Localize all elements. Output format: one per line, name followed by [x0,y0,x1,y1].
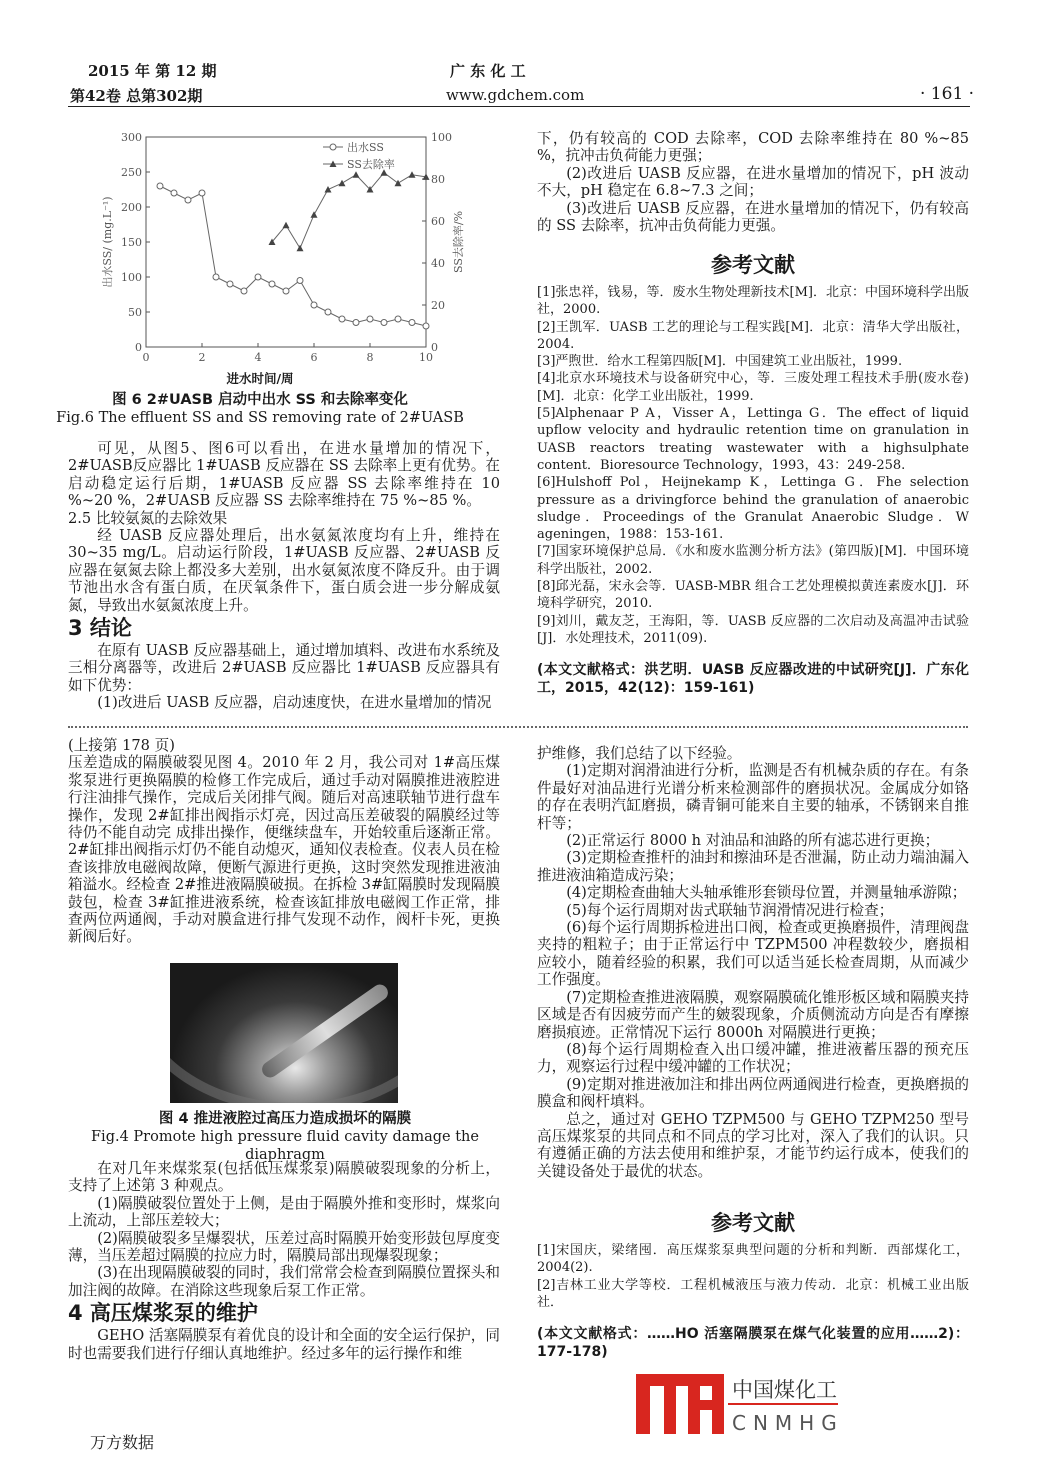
paragraph: (9)定期对推进液加注和排出两位两通阀进行检查，更换磨损的膜盒和阀杆填料。 [537,1075,969,1111]
chart-fig6 [95,125,475,370]
y2-tick-label: 20 [431,299,445,312]
y-tick-label: 250 [121,166,142,179]
reference-item: [1]宋国庆，梁绪囤．高压煤浆泵典型问题的分析和判断．西部煤化工，2004(2). [537,1243,969,1276]
paragraph: 可见，从图5、图6可以看出，在进水量增加的情况下，2#UASB反应器比 1#UASB 反应器在 SS 去除率上更有优势。在启动稳定运行后期，1#UASB 反应器 SS 去除率维持在 10 %~20 %，2#UASB 反应器 SS 去除率维持在 75 %~85 %。 [68,440,500,510]
issue-label: 2015 年 第 12 期 [88,62,217,80]
subsection-heading: 2.5 比较氨氮的去除效果 [68,509,228,527]
chart-xlabel-wrap [30,371,490,387]
data-point-ss [381,320,387,326]
data-point-ss [367,316,373,322]
reference-item: [7]国家环境保护总局．《水和废水监测分析方法》(第四版)[M]．中国环境科学出版社，2002. [537,544,969,577]
x-tick-label: 0 [142,351,150,364]
paragraph: (3)在出现隔膜破裂的同时，我们常常会检查到隔膜位置探头和加注阀的故障。在消除这些现象后泵工作正常。 [68,1264,500,1299]
data-point-ss [269,281,275,287]
watermark-logo [636,1372,846,1436]
figure4-title-en: Fig.4 Promote high pressure fluid cavity damage the diaphragm [91,1129,479,1163]
reference-item: [3]严煦世．给水工程第四版[M]．中国建筑工业出版社，1999. [537,354,903,370]
data-point-removal [409,171,416,178]
paragraph: (7)定期检查推进液隔膜，观察隔膜硫化锥形板区域和隔膜夹持区域是否有因疲劳而产生的皴裂现象，介质侧流动方向是否有摩擦磨损痕迹。正常情况下运行 8000h 对隔膜进行更换； [537,988,969,1041]
y-tick-label: 0 [135,341,142,354]
x-tick-label: 6 [310,351,318,364]
volume-label: 第42卷 总第302期 [70,87,203,105]
figure4-caption [55,1110,515,1164]
header-rule [68,106,970,107]
paragraph: (3)定期检查推杆的油封和擦油环是否泄漏，防止动力端油漏入推进液油箱造成污染； [537,849,969,884]
reference-item: [4]北京水环境技术与设备研究中心，等．三废处理工程技术手册(废水卷)[M]．北京：化学工业出版社，1999. [537,371,969,404]
series-line-1 [272,173,426,249]
right-column-top-references [537,250,969,697]
left-column-bottom [68,737,500,946]
data-point-removal [283,222,290,229]
legend-label: 出水SS [347,141,384,154]
paragraph: (1)隔膜破裂位置处于上侧，是由于隔膜外推和变形时，煤浆向上流动，上部压差较大； [68,1194,500,1230]
y2-tick-label: 100 [431,131,452,144]
y-tick-label: 100 [121,271,142,284]
x-tick-label: 10 [419,351,433,364]
watermark-latin: CNMHG [732,1411,844,1435]
data-point-ss [423,323,429,329]
paragraph: 下，仍有较高的 COD 去除率，COD 去除率维持在 80 %~85 %，抗冲击负荷能力更强； [537,130,969,165]
figure4-title: 图 4 推进液腔过高压力造成损坏的隔膜 [158,1111,412,1127]
section-heading: 3 结论 [68,616,132,641]
paragraph: 经 UASB 反应器处理后，出水氨氮浓度均有上升，维持在30~35 mg/L。启动运行阶段，1#UASB 反应器、2#UASB 反应器在氨氮去除上都没多大差别，出水氨氮浓度不降反升。由于调节池出水含有蛋白质，在厌氧条件下，蛋白质会进一步分解成氨氮，导致出水氨氮浓度上升。 [68,527,500,614]
cnmhg-logo-icon [636,1372,846,1436]
data-point-removal [353,171,360,178]
y2-tick-label: 60 [431,215,445,228]
data-point-removal [325,186,332,193]
data-point-removal [311,211,318,218]
paragraph: (2)隔膜破裂多呈爆裂状，压差过高时隔膜开始变形鼓包厚度变薄，当压差超过隔膜的拉应力时，隔膜局部出现爆裂现象； [68,1229,500,1265]
reference-item: [2]吉林工业大学等校．工程机械液压与液力传动．北京：机械工业出版社． [537,1277,969,1310]
data-point-ss [395,316,401,322]
paragraph: (8)每个运行周期检查入出口缓冲罐，推进液蓄压器的预充压力，观察运行过程中缓冲罐的工作状况； [537,1040,969,1076]
reference-item: [1]张忠祥，钱易，等．废水生物处理新技术[M]．北京：中国环境科学出版社，2000. [537,285,969,318]
data-point-ss [311,302,317,308]
data-point-ss [409,320,415,326]
right-column-top [537,130,969,234]
paragraph: 护维修，我们总结了以下经验。 [537,745,742,762]
data-point-ss [297,278,303,284]
figure6-title: 图 6 2#UASB 启动中出水 SS 和去除率变化 [112,392,408,408]
data-point-ss [157,183,163,189]
reference-item: [8]邱光磊，宋永会等．UASB-MBR 组合工艺处理模拟黄连素废水[J]．环境科学研究，2010. [537,579,969,612]
data-point-ss [171,190,177,196]
paragraph: (5)每个运行周期对齿式联轴节润滑情况进行检查； [566,901,894,919]
section-divider [68,726,968,728]
diaphragm-photo [170,963,398,1103]
paragraph: (6)每个运行周期拆检进出口阀，检查或更换磨损件，清理阀盘夹持的粗粒子；由于正常运行中 TZPM500 冲程数较少，磨损相应较小，随着经验的积累，我们可以适当延长检查周期，从而减少工作强度。 [537,919,969,989]
reference-item: [2]王凯军．UASB 工艺的理论与工程实践[M]．北京：清华大学出版社，2004. [537,319,969,352]
paragraph: 在对几年来煤浆泵(包括低压煤浆泵)隔膜破裂现象的分析上，支持了上述第 3 种观点。 [68,1160,500,1195]
legend-marker [330,144,336,150]
data-point-ss [325,309,331,315]
paragraph: (3)改进后 UASB 反应器，在进水量增加的情况下，仍有较高的 SS 去除率，抗冲击负荷能力更强。 [537,199,969,235]
reference-item: [5]Alphenaar P A，Visser A，Lettinga G．The effect of liquid upflow velocity and hydraulic retention time on granulation in UASB reactors treating wastewater with a highsulphate content．Bioresource Technology，1993，43：249-258. [537,406,969,473]
legend-label: SS去除率 [347,158,395,171]
paragraph: (4)定期检查曲轴大头轴承锥形套锁母位置，并测量轴承游隙； [566,884,967,902]
right-column-bottom-references [537,1208,969,1361]
paragraph: (2)改进后 UASB 反应器，在进水量增加的情况下，pH 波动不大，pH 稳定在 6.8~7.3 之间； [537,164,969,200]
y-tick-label: 300 [121,131,142,144]
page-number: · 161 · [920,84,975,104]
paragraph: (1)改进后 UASB 反应器，启动速度快，在进水量增加的情况 [97,694,492,712]
data-point-removal [395,180,402,187]
left-column-top [68,440,500,712]
data-point-ss [185,197,191,203]
paragraph: 在原有 UASB 反应器基础上，通过增加填料、改进布水系统及三相分离器等，改进后 2#UASB 反应器比 1#UASB 反应器具有如下优势： [68,642,500,694]
data-point-ss [283,288,289,294]
right-column-bottom [537,745,969,1180]
references-heading: 参考文献 [711,253,795,277]
data-point-ss [353,320,359,326]
y2-tick-label: 0 [431,341,438,354]
source-footer: 万方数据 [90,1433,155,1452]
x-tick-label: 2 [198,351,206,364]
section-heading: 4 高压煤浆泵的维护 [68,1301,258,1326]
y2-tick-label: 80 [431,173,445,186]
paragraph: 压差造成的隔膜破裂见图 4。2010 年 2 月，我公司对 1#高压煤浆泵进行更换隔膜的检修工作完成后，通过手动对隔膜推进液腔进行注油排气操作，完成后关闭排气阀。随后对高速联轴节进行盘车操作，发现 2#缸排出阀指示灯亮，因过高压差破裂的隔膜经过等待仍不能自动完 成排出操作，便继续盘车，开始较重后逐渐正常。2#缸排出阀指示灯仍不能自动熄灭，通知仪表检查。仪表人员在检查该排放电磁阀故障，便断气源进行更换，这时突然发现推进液油箱溢水。经检查 2#推进液隔膜破损。在拆检 3#缸隔膜时发现隔膜鼓包，检查 3#缸推进液系统，检查该缸排放电磁阀工作正常，排查两位两通阀，手动对膜盒进行排气发现不动作，阀杆卡死，更换新阀后好。 [68,754,500,946]
y2-tick-label: 40 [431,257,445,270]
citation-format: (本文文献格式：……HO 活塞隔膜泵在煤气化装置的应用……2)：177-178) [537,1326,969,1361]
data-point-ss [213,274,219,280]
citation-format: (本文文献格式：洪艺明．UASB 反应器改进的中试研究[J]．广东化工，2015，42(12)：159-161) [537,662,969,697]
y2-axis-label: SS去除率/% [452,210,465,274]
journal-url: www.gdchem.com [446,86,585,104]
references-heading: 参考文献 [711,1211,795,1235]
reference-item: [6]Hulshoff Pol，Heijnekamp K，Lettinga G．Fhe selection pressure as a drivingforce behind the granulation of anaerobic sludge．Proceedings of the Granulat Anaerobic Sludge．W ageningen，1988：153-161. [537,475,970,543]
paragraph: (1)定期对润滑油进行分析，监测是否有机械杂质的存在。有条件最好对油品进行光谱分析来检测部件的磨损状况。金属成分如铬的存在表明汽缸磨损，磷青铜可能来自主要的轴承，不锈钢来自推杆等； [537,762,969,832]
data-point-ss [255,274,261,280]
x-tick-label: 4 [254,351,262,364]
figure6-caption [30,391,490,427]
data-point-ss [241,288,247,294]
watermark-name: 中国煤化工 [732,1378,837,1402]
data-point-ss [339,316,345,322]
reference-item: [9]刘川，戴友芝，王海阳，等．UASB 反应器的二次启动及高温冲击试验[J]．水处理技术，2011(09). [537,613,969,646]
paragraph: 总之，通过对 GEHO TZPM500 与 GEHO TZPM250 型号高压煤浆泵的共同点和不同点的学习比对，深入了我们的认识。只有遵循正确的方法去使用和维护泵，才能节约运行成本，使我们的关键设备处于最优的状态。 [537,1110,969,1180]
x-tick-label: 8 [366,351,374,364]
left-column-bottom2 [68,1160,500,1362]
data-point-removal [297,245,304,252]
figure6-title-en: Fig.6 The effluent SS and SS removing rate of 2#UASB [56,410,464,426]
y-tick-label: 150 [121,236,142,249]
series-line-0 [160,186,426,326]
paragraph: (2)正常运行 8000 h 对油品和油路的所有滤芯进行更换； [566,832,940,850]
y-tick-label: 200 [121,201,142,214]
data-point-removal [339,180,346,187]
journal-title: 广 东 化 工 [450,62,526,80]
paragraph: GEHO 活塞隔膜泵有着优良的设计和全面的安全运行保护，同时也需要我们进行仔细认真地维护。经过多年的运行操作和维 [68,1327,500,1362]
data-point-ss [199,190,205,196]
y-tick-label: 50 [128,306,142,319]
paragraph: (上接第 178 页) [68,737,175,754]
chart-xlabel: 进水时间/周 [226,371,294,386]
data-point-ss [227,281,233,287]
y-axis-label: 出水SS/ (mg.L⁻¹) [101,196,114,288]
